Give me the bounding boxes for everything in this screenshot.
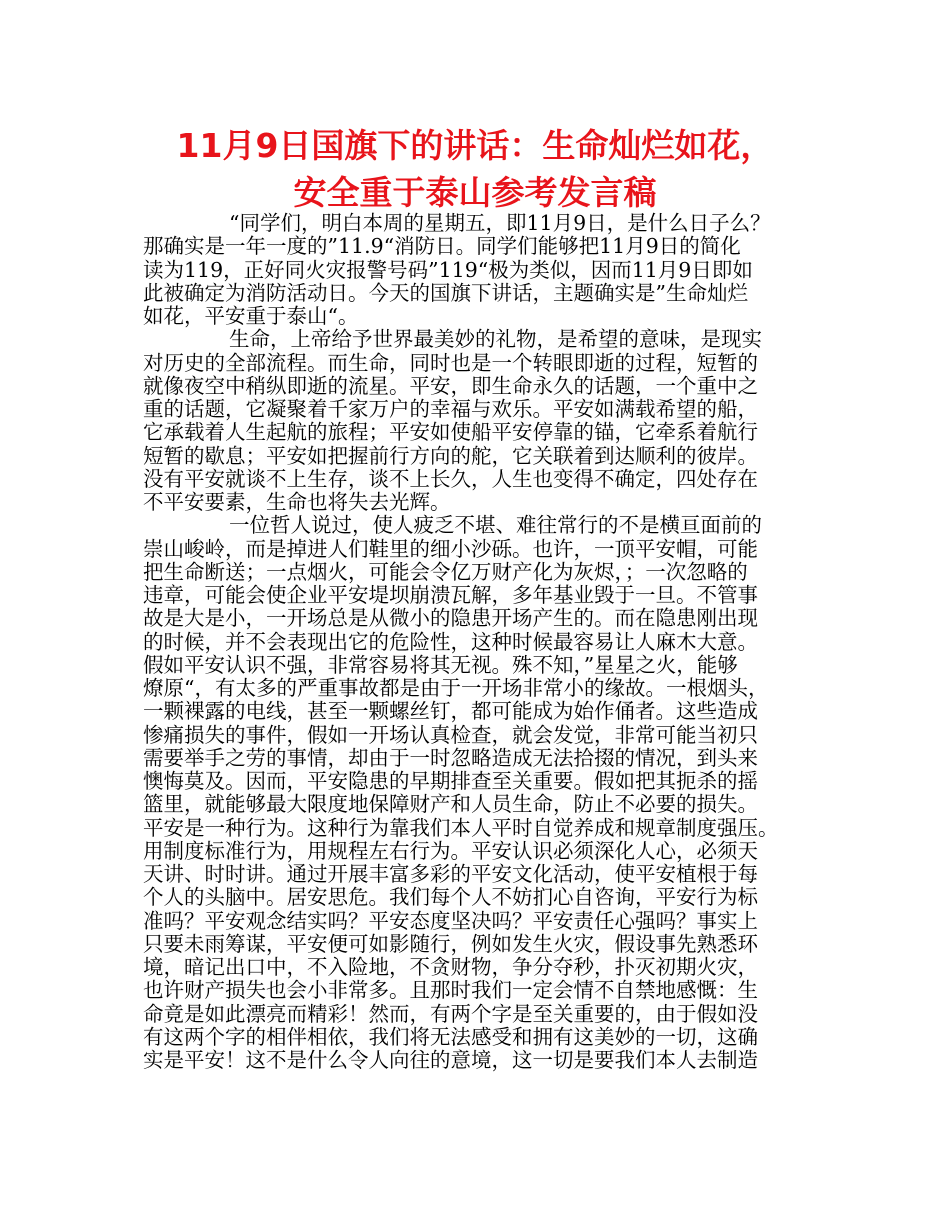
text-line: 违章，可能会使企业平安堤坝崩溃瓦解，多年基业毁于一旦。不管事 xyxy=(143,583,758,607)
text-line: 境，暗记出口中，不入险地，不贪财物，争分夺秒，扑灭初期火灾， xyxy=(143,955,758,979)
text-line: 的时候，并不会表现出它的危险性，这种时候最容易让人麻木大意。 xyxy=(143,629,758,654)
text-line: 它承载着人生起航的旅程；平安如使船平安停靠的锚，它牵系着航行 xyxy=(143,420,758,445)
text-line: 有这两个字的相伴相依，我们将无法感受和拥有这美妙的一切，这确 xyxy=(143,1024,758,1049)
text-line: 没有平安就谈不上生存，谈不上长久，人生也变得不确定，四处存在 xyxy=(143,466,758,491)
text-line: 重的话题，它凝聚着千家万户的幸福与欢乐。平安如满载希望的船， xyxy=(143,397,758,421)
text-line: 那确实是一年一度的”11.9“消防日。同学们能够把11月9日的简化 xyxy=(143,234,741,259)
text-line: 准吗？平安观念结实吗？平安态度坚决吗？平安责任心强吗？事实上 xyxy=(143,908,758,933)
text-line: “同学们，明白本周的星期五，即11月9日，是什么日子么？ xyxy=(229,211,771,235)
text-line: 生命，上帝给予世界最美妙的礼物，是希望的意味，是现实 xyxy=(229,327,762,352)
text-line: 平安是一种行为。这种行为靠我们本人平时自觉养成和规章制度强压。 xyxy=(143,815,779,840)
text-line: 燎原“，有太多的严重事故都是由于一开场非常小的缘故。一根烟头， xyxy=(143,676,769,700)
text-line: 此被确定为消防活动日。今天的国旗下讲话，主题确实是”生命灿烂 xyxy=(143,280,748,305)
text-line: 一颗裸露的电线，甚至一颗螺丝钉，都可能成为始作俑者。这些造成 xyxy=(143,699,758,724)
text-line: 一位哲人说过，使人疲乏不堪、难往常行的不是横亘面前的 xyxy=(229,513,762,538)
text-line: 用制度标准行为，用规程左右行为。平安认识必须深化人心，必须天 xyxy=(143,838,758,863)
text-line: 对历史的全部流程。而生命，同时也是一个转眼即逝的过程，短暂的 xyxy=(143,350,758,375)
text-line: 命竟是如此漂亮而精彩！然而，有两个字是至关重要的，由于假如没 xyxy=(143,1001,758,1026)
text-line: 如花，平安重于泰山“。 xyxy=(143,304,359,328)
document-body xyxy=(143,212,823,1072)
paragraph-3 xyxy=(143,514,823,1072)
text-line: 实是平安！这不是什么令人向往的意境，这一切是要我们本人去制造 xyxy=(143,1048,758,1072)
text-line: 读为119，正好同火灾报警号码”119“极为类似，因而11月9日即如 xyxy=(143,257,753,282)
paragraph-2 xyxy=(143,328,823,514)
paragraph-1 xyxy=(143,212,823,328)
text-line: 个人的头脑中。居安思危。我们每个人不妨扪心自咨询，平安行为标 xyxy=(143,885,758,910)
text-line: 假如平安认识不强，非常容易将其无视。殊不知，”星星之火，能够 xyxy=(143,652,738,677)
text-line: 短暂的歇息；平安如把握前行方向的舵，它关联着到达顺利的彼岸。 xyxy=(143,443,758,468)
text-line: 只要未雨筹谋，平安便可如影随行，例如发生火灾，假设事先熟悉环 xyxy=(143,931,758,956)
text-line: 懊悔莫及。因而，平安隐患的早期排查至关重要。假如把其扼杀的摇 xyxy=(143,769,758,793)
text-line: 就像夜空中稍纵即逝的流星。平安，即生命永久的话题，一个重中之 xyxy=(143,373,758,398)
text-line: 不平安要素，生命也将失去光辉。 xyxy=(143,490,451,514)
text-line: 天讲、时时讲。通过开展丰富多彩的平安文化活动，使平安植根于每 xyxy=(143,862,758,886)
text-line: 把生命断送；一点烟火，可能会令亿万财产化为灰烬，；一次忽略的 xyxy=(143,559,748,584)
document-title-line-1: 11月9日国旗下的讲话：生命灿烂如花， xyxy=(176,126,774,165)
document-title-line-2: 安全重于泰山参考发言稿 xyxy=(293,173,657,212)
text-line: 惨痛损失的事件，假如一开场认真检查，就会发觉，非常可能当初只 xyxy=(143,722,758,747)
text-line: 故是大是小，一开场总是从微小的隐患开场产生的。而在隐患刚出现 xyxy=(143,606,758,631)
text-line: 篮里，就能够最大限度地保障财产和人员生命，防止不必要的损失。 xyxy=(143,792,758,817)
text-line: 也许财产损失也会小非常多。且那时我们一定会情不自禁地感慨：生 xyxy=(143,978,758,1003)
text-line: 需要举手之劳的事情，却由于一时忽略造成无法拾掇的情况，到头来 xyxy=(143,745,758,770)
text-line: 崇山峻岭，而是掉进人们鞋里的细小沙砾。也许，一顶平安帽，可能 xyxy=(143,536,758,561)
